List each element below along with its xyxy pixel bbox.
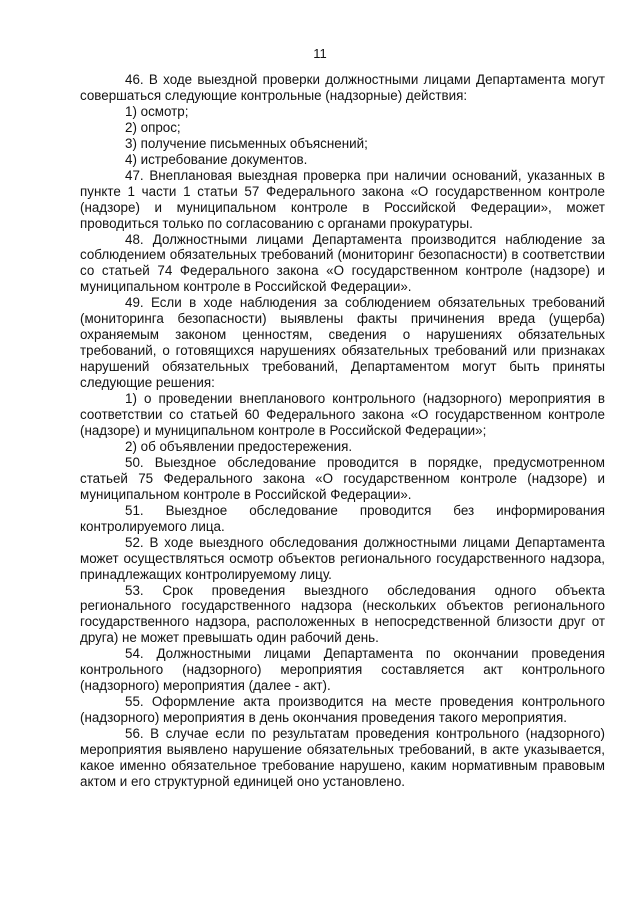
list-item-written-explanations: 3) получение письменных объяснений; — [125, 135, 368, 151]
paragraph-55: 55. Оформление акта производится на месте проведения контрольного (надзорного) мероприятия в день окончания проведения такого мероприятия. — [80, 694, 605, 726]
document-body — [80, 72, 605, 790]
list-item-document-request: 4) истребование документов. — [125, 151, 308, 167]
decision-item-unscheduled-event: 1) о проведении внепланового контрольного (надзорного) мероприятия в соответствии со статьей 60 Федерального закона «О государственном контроле (надзоре) и муниципальном контроле в Российской Федерации»; — [80, 391, 605, 438]
list-item-survey: 2) опрос; — [125, 119, 181, 135]
paragraph-46: 46. В ходе выездной проверки должностными лицами Департамента могут совершаться следующие контрольные (надзорные) действия: — [80, 72, 605, 103]
paragraph-50: 50. Выездное обследование проводится в порядке, предусмотренном статьей 75 Федерального закона «О государственном контроле (надзоре) и муниципальном контроле в Российской Федерации». — [80, 454, 605, 502]
paragraph-51: 51. Выездное обследование проводится без информирования контролируемого лица. — [80, 502, 605, 534]
paragraph-47: 47. Внеплановая выездная проверка при наличии оснований, указанных в пункте 1 части 1 статьи 57 Федерального закона «О государственном контроле (надзоре) и муниципальном контроле в Российской Федерации», может проводиться только по согласованию с органами прокуратуры. — [80, 167, 605, 231]
list-item-inspection: 1) осмотр; — [125, 103, 189, 119]
paragraph-49: 49. Если в ходе наблюдения за соблюдением обязательных требований (мониторинга безопасности) выявлены факты причинения вреда (ущерба) охраняемым законом ценностям, сведения о нарушениях обязательных требований, о готовящихся нарушениях обязательных требований или признаках нарушений обязательных требований, Департаментом могут быть приняты следующие решения: — [80, 295, 605, 391]
page-number: 11 — [313, 46, 327, 61]
paragraph-48: 48. Должностными лицами Департамента производится наблюдение за соблюдением обязательных требований (мониторинг безопасности) в соответствии со статьей 74 Федерального закона «О государственном контроле (надзоре) и муниципальном контроле в Российской Федерации». — [80, 231, 605, 295]
paragraph-56: 56. В случае если по результатам проведения контрольного (надзорного) мероприятия выявлено нарушение обязательных требований, в акте указывается, какое именно обязательное требование нарушено, каким нормативным правовым актом и его структурной единицей оно установлено. — [80, 726, 605, 789]
paragraph-53: 53. Срок проведения выездного обследования одного объекта регионального государственного надзора (нескольких объектов регионального государственного надзора, расположенных в непосредственной близости друг от друга) не может превышать один рабочий день. — [80, 582, 605, 646]
paragraph-52: 52. В ходе выездного обследования должностными лицами Департамента может осуществляться осмотр объектов регионального государственного надзора, принадлежащих контролируемому лицу. — [80, 534, 605, 582]
paragraph-54: 54. Должностными лицами Департамента по окончании проведения контрольного (надзорного) мероприятия составляется акт контрольного (надзорного) мероприятия (далее - акт). — [80, 646, 605, 694]
decision-item-warning: 2) об объявлении предостережения. — [125, 438, 353, 454]
